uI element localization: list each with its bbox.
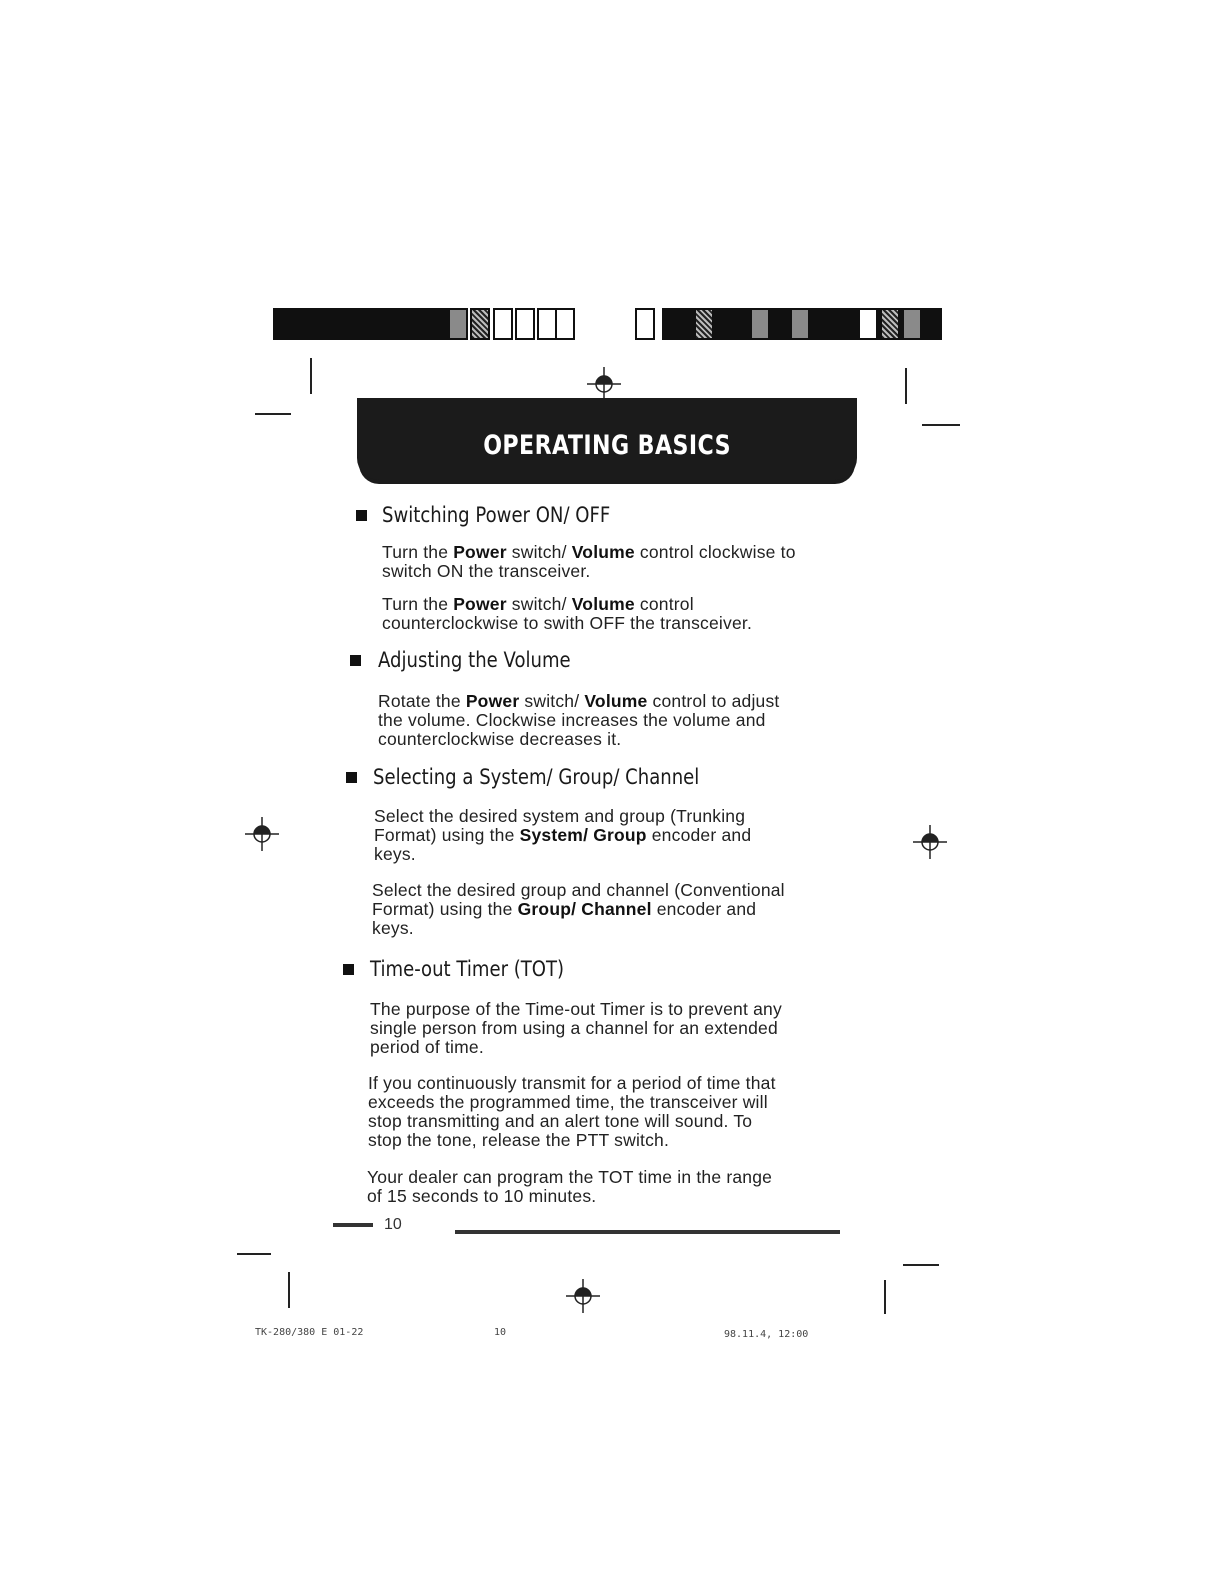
print-info-right: 98.11.4, 12:00 (724, 1329, 809, 1340)
paragraph: Select the desired system and group (Trunking Format) using the System/ Group encoder and keys. (374, 806, 752, 864)
crop-mark (237, 1253, 271, 1255)
crop-mark (905, 368, 907, 404)
crop-mark (288, 1272, 290, 1308)
crop-mark (922, 424, 960, 426)
strip-box (555, 308, 575, 340)
section-heading: Time-out Timer (TOT) (370, 957, 565, 981)
strip-box (537, 308, 557, 340)
paragraph: Select the desired group and channel (Conventional Format) using the Group/ Channel encoder and keys. (372, 880, 785, 938)
paragraph: Turn the Power switch/ Volume control clockwise to switch ON the transceiver. (382, 542, 796, 581)
print-info-left: TK-280/380 E 01-22 (255, 1327, 364, 1338)
strip-box-dither (470, 308, 490, 340)
registration-mark-icon (912, 824, 948, 860)
bullet-icon (350, 655, 361, 666)
bullet-icon (346, 772, 357, 783)
registration-mark-icon (244, 816, 280, 852)
strip-box (858, 308, 878, 340)
section-heading: Switching Power ON/ OFF (382, 503, 611, 527)
registration-mark-icon (586, 366, 622, 402)
strip-box-grey (750, 308, 770, 340)
top-strip-left (273, 308, 448, 340)
crop-mark (903, 1264, 939, 1266)
paragraph: Your dealer can program the TOT time in the range of 15 seconds to 10 minutes. (367, 1167, 773, 1206)
page-number: 10 (384, 1216, 402, 1233)
page-number-rule (455, 1230, 840, 1234)
section-banner (357, 398, 857, 480)
strip-box-grey (448, 308, 468, 340)
bullet-icon (356, 510, 367, 521)
strip-box (635, 308, 655, 340)
strip-box-dither (880, 308, 900, 340)
strip-box-dither (694, 308, 714, 340)
section-heading: Selecting a System/ Group/ Channel (373, 765, 700, 789)
paragraph: If you continuously transmit for a period of time that exceeds the programmed time, the transceiver will stop transmitting and an alert tone will sound. To stop the tone, release the PTT switch. (368, 1073, 776, 1150)
crop-mark (884, 1280, 886, 1314)
page-number-rule (333, 1223, 373, 1227)
bullet-icon (343, 964, 354, 975)
crop-mark (255, 413, 291, 415)
strip-box-grey (790, 308, 810, 340)
print-info-center: 10 (494, 1327, 507, 1338)
section-heading: Adjusting the Volume (378, 648, 571, 672)
strip-box-grey (902, 308, 922, 340)
paragraph: Turn the Power switch/ Volume control counterclockwise to swith OFF the transceiver. (382, 594, 753, 633)
crop-mark (310, 358, 312, 394)
strip-box (515, 308, 535, 340)
paragraph: Rotate the Power switch/ Volume control to adjust the volume. Clockwise increases the volume and counterclockwise decreases it. (378, 691, 780, 749)
strip-box (493, 308, 513, 340)
banner-title: OPERATING BASICS (483, 429, 731, 461)
paragraph: The purpose of the Time-out Timer is to prevent any single person from using a channel for an extended period of time. (370, 999, 782, 1057)
registration-mark-icon (565, 1278, 601, 1314)
